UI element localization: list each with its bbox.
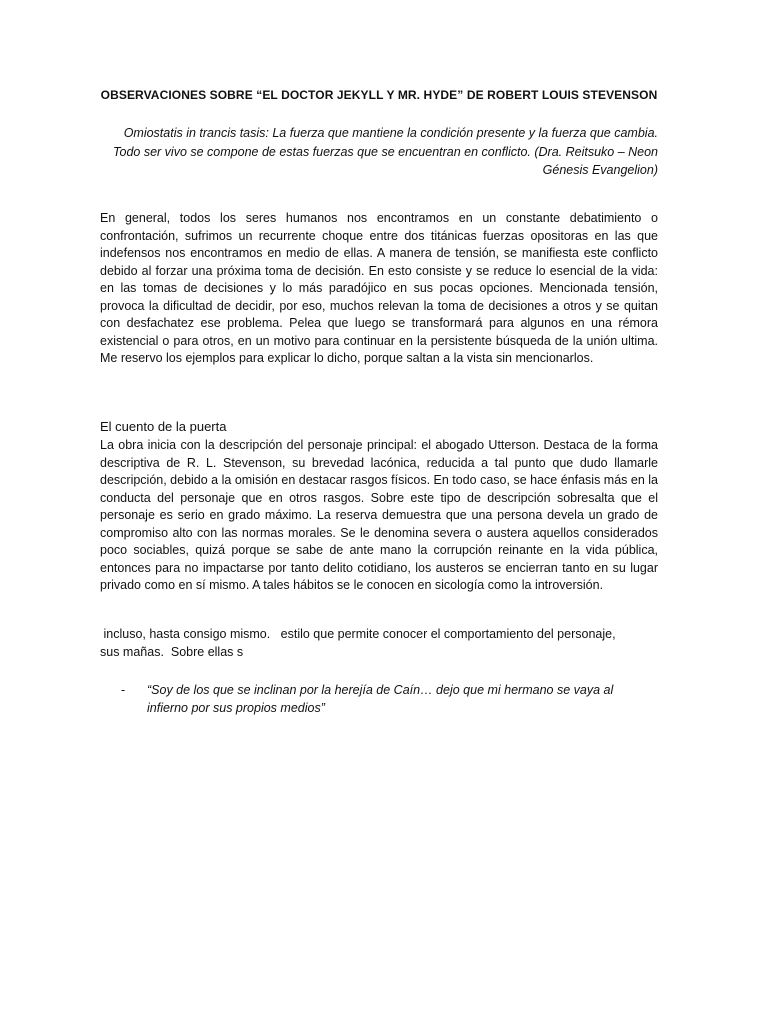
fragment-line: incluso, hasta consigo mismo. estilo que permite conocer el comportamiento del personaje, <box>100 627 616 641</box>
document-title: OBSERVACIONES SOBRE “EL DOCTOR JEKYLL Y MR. HYDE” DE ROBERT LOUIS STEVENSON <box>100 88 658 102</box>
body-paragraph-utterson: La obra inicia con la descripción del personaje principal: el abogado Utterson. Destaca de la forma descriptiva de R. L. Stevenson, su brevedad lacónica, reducida a tal punto que dudo llamarle descripción, debido a la omisión en destacar rasgos físicos. En todo caso, se hace énfasis más en la conducta del personaje que en otros rasgos. Sobre este tipo de descripción sobresalta que el personaje es serio en grado máximo. La reserva demuestra que una persona devela un grado de compromiso alto con las normas morales. Se le denomina severa o austera aquellos considerados poco sociables, quizá porque se sabe de ante mano la corrupción reinante en la vida pública, entonces para no impactarse por tanto delito cotidiano, los austeros se encierran tanto en su lugar privado como en sí mismo. A tales hábitos se le conocen en sicología como la introversión. <box>100 438 658 592</box>
list-bullet: - <box>121 683 126 697</box>
epigraph <box>100 124 658 180</box>
epigraph-line: Todo ser vivo se compone de estas fuerzas que se encuentran en conflicto. (Dra. Reitsuko – Neon <box>113 144 658 159</box>
epigraph-attribution: Génesis Evangelion) <box>542 163 658 177</box>
section-heading: El cuento de la puerta <box>100 419 227 434</box>
body-paragraph-fragment <box>100 626 658 661</box>
fragment-line: sus mañas. Sobre ellas s <box>100 644 244 659</box>
epigraph-line: Omiostatis in trancis tasis: La fuerza que mantiene la condición presente y la fuerza que cambia. <box>123 126 658 140</box>
body-paragraph-intro: En general, todos los seres humanos nos encontramos en un constante debatimiento o confrontación, sufrimos un recurrente choque entre dos titánicas fuerzas opositoras en las que indefensos nos encontramos en medio de ellas. A manera de tensión, se manifiesta este conflicto debido al forzar una próxima toma de decisión. En esto consiste y se reduce lo esencial de la vida: en las tomas de decisiones y lo más paradójico en sus pocas opciones. Mencionada tensión, provoca la dificultad de decidir, por eso, muchos relevan la toma de decisiones a otros y se quitan con desfachatez ese problema. Pelea que luego se transformará para algunos en una rémora existencial o para otros, en un motivo para continuar en la persistente búsqueda de la unión ultima. Me reservo los ejemplos para explicar lo dicho, porque saltan a la vista sin mencionarlos. <box>100 211 658 365</box>
quote-text: “Soy de los que se inclinan por la herejía de Caín… dejo que mi hermano se vaya al infierno por sus propios medios” <box>147 683 614 715</box>
